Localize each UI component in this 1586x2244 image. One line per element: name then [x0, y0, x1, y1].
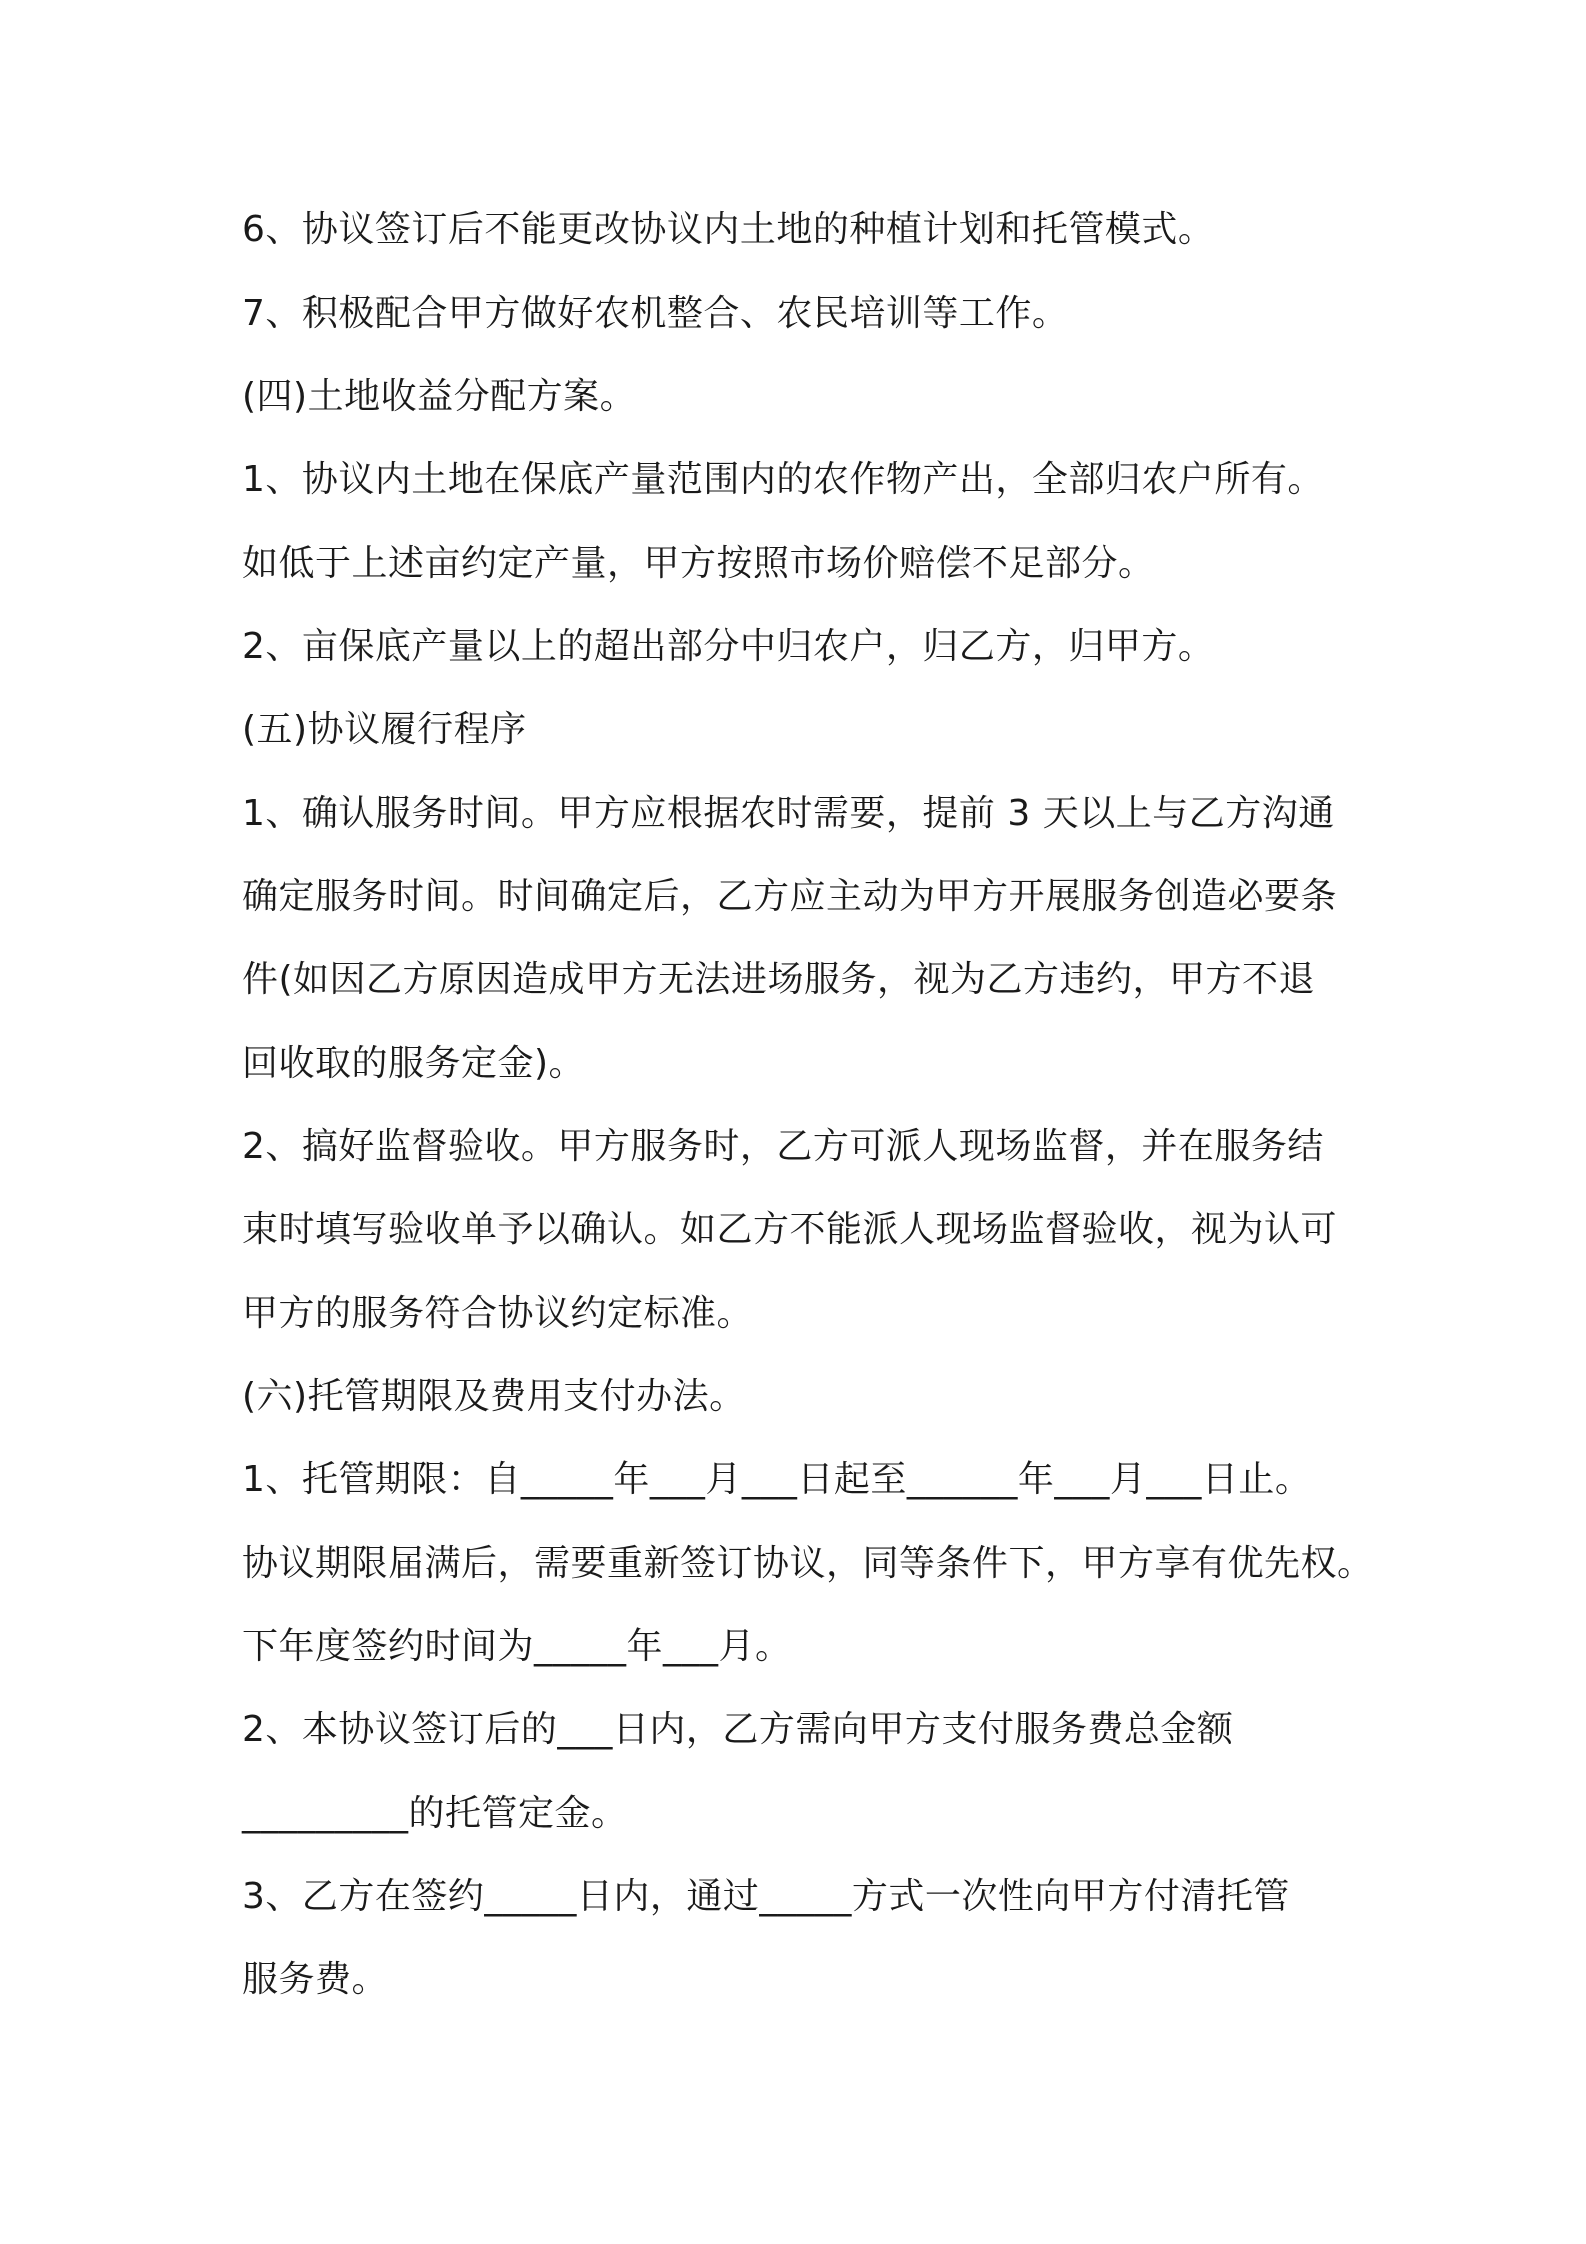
section-heading: (六)托管期限及费用支付办法。	[242, 1376, 746, 1417]
clause-line: 服务费。	[242, 1959, 389, 2000]
section-heading: (五)协议履行程序	[242, 709, 527, 750]
clause-line: 2、搞好监督验收。甲方服务时，乙方可派人现场监督，并在服务结	[242, 1126, 1324, 1167]
clause-line: 回收取的服务定金)。	[242, 1043, 586, 1084]
clause-line: 3、乙方在签约_____日内，通过_____方式一次性向甲方付清托管	[242, 1876, 1290, 1917]
clause-line: 确定服务时间。时间确定后，乙方应主动为甲方开展服务创造必要条	[242, 876, 1338, 917]
clause-line: 2、本协议签订后的___日内，乙方需向甲方支付服务费总金额	[242, 1709, 1234, 1750]
clause-line: 协议期限届满后，需要重新签订协议，同等条件下，甲方享有优先权。	[242, 1543, 1374, 1584]
clause-line: 7、积极配合甲方做好农机整合、农民培训等工作。	[242, 293, 1069, 334]
clause-line: 束时填写验收单予以确认。如乙方不能派人现场监督验收，视为认可	[242, 1209, 1338, 1250]
clause-line: 1、托管期限：自_____年___月___日起至______年___月___日止。	[242, 1459, 1312, 1500]
clause-line: _________的托管定金。	[242, 1793, 628, 1834]
section-heading: (四)土地收益分配方案。	[242, 376, 637, 417]
clause-line: 6、协议签订后不能更改协议内土地的种植计划和托管模式。	[242, 209, 1215, 250]
clause-line: 件(如因乙方原因造成甲方无法进场服务，视为乙方违约，甲方不退	[242, 959, 1316, 1000]
clause-line: 甲方的服务符合协议约定标准。	[242, 1293, 754, 1334]
clause-line: 如低于上述亩约定产量，甲方按照市场价赔偿不足部分。	[242, 543, 1155, 584]
clause-line: 1、确认服务时间。甲方应根据农时需要，提前 3 天以上与乙方沟通	[242, 793, 1335, 834]
clause-line: 2、亩保底产量以上的超出部分中归农户，归乙方，归甲方。	[242, 626, 1215, 667]
clause-line: 下年度签约时间为_____年___月。	[242, 1626, 792, 1667]
clause-line: 1、协议内土地在保底产量范围内的农作物产出，全部归农户所有。	[242, 459, 1324, 500]
